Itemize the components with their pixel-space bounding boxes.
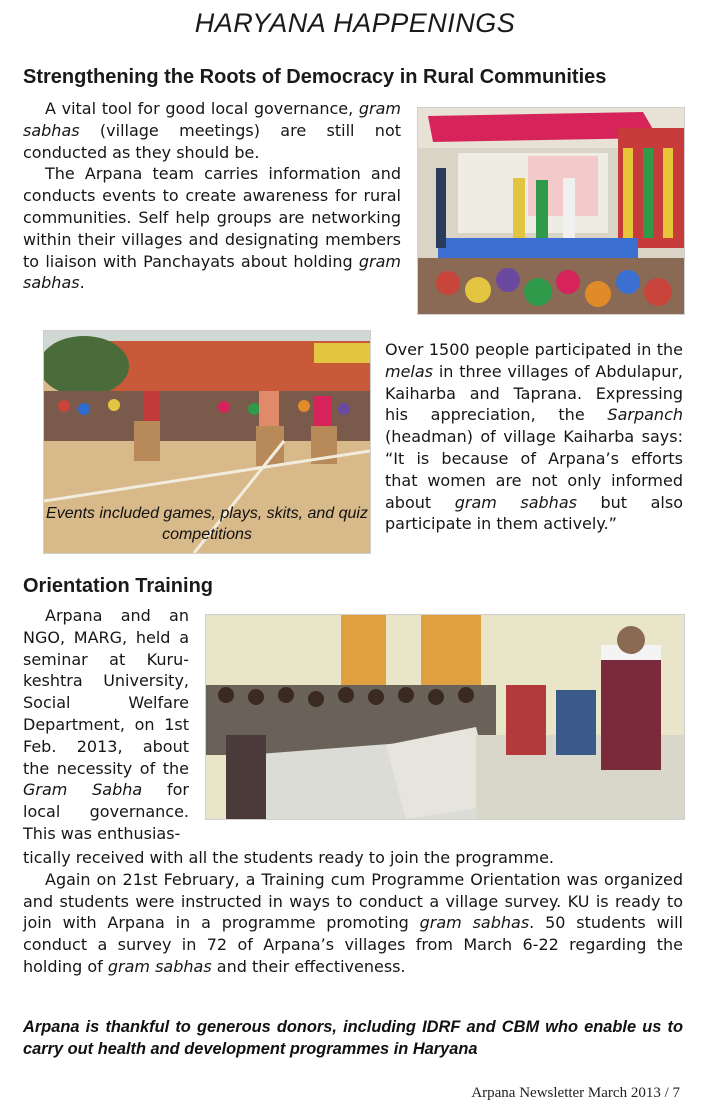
orientation-text-wide <box>23 847 683 978</box>
paragraph: Arpana and an NGO, MARG, held a seminar at Kuru-keshtra University, Social Welfare Department, on 1st Feb. 2013, about the necessity of the Gram Sabha for local governance. This was enthusias- <box>23 606 189 843</box>
paragraph: Over 1500 people participated in the melas in three villages of Abdulapur, Kaiharba and Taprana. Expressing his appreciation, the Sarpanch (headman) of village Kaiharba says: “It is because of Arpana’s efforts that women are not only informed about gram sabhas but also participate in them actively.” <box>385 340 683 534</box>
mela-games-photo <box>43 330 371 554</box>
seminar-photo <box>205 614 685 820</box>
section-heading-orientation: Orientation Training <box>23 575 214 597</box>
orientation-text-column <box>23 605 189 845</box>
donor-thanks: Arpana is thankful to generous donors, including IDRF and CBM who enable us to carry out health and development programmes in Haryana <box>23 1018 683 1058</box>
mela-text <box>385 339 683 535</box>
democracy-text <box>23 98 401 294</box>
page-footer: Arpana Newsletter March 2013 / 7 <box>471 1085 680 1101</box>
seminar-image <box>206 615 684 819</box>
paragraph-continuation: tically received with all the students ready to join the programme. <box>23 848 555 867</box>
stage-event-image <box>418 108 684 314</box>
section-heading-democracy: Strengthening the Roots of Democracy in Rural Communities <box>23 66 607 88</box>
photo-caption: Events included games, plays, skits, and quiz competitions <box>46 505 368 543</box>
paragraph: A vital tool for good local governance, gram sabhas (village meetings) are still not conducted as they should be. <box>23 99 401 162</box>
paragraph: The Arpana team carries information and conducts events to create awareness for rural communities. Self help groups are networking within their villages and designating members to liaison with Panchayats about holding gram sabhas. <box>23 164 401 293</box>
stage-event-photo <box>417 107 685 315</box>
page-title: HARYANA HAPPENINGS <box>194 8 516 38</box>
paragraph: Again on 21st February, a Training cum Programme Orientation was organized and students were instructed in ways to conduct a village survey. KU is ready to join with Arpana in a programme promoting gram sabhas. 50 students will conduct a survey in 72 of Arpana’s villages from March 6-22 regarding the holding of gram sabhas and their effectiveness. <box>23 869 684 976</box>
